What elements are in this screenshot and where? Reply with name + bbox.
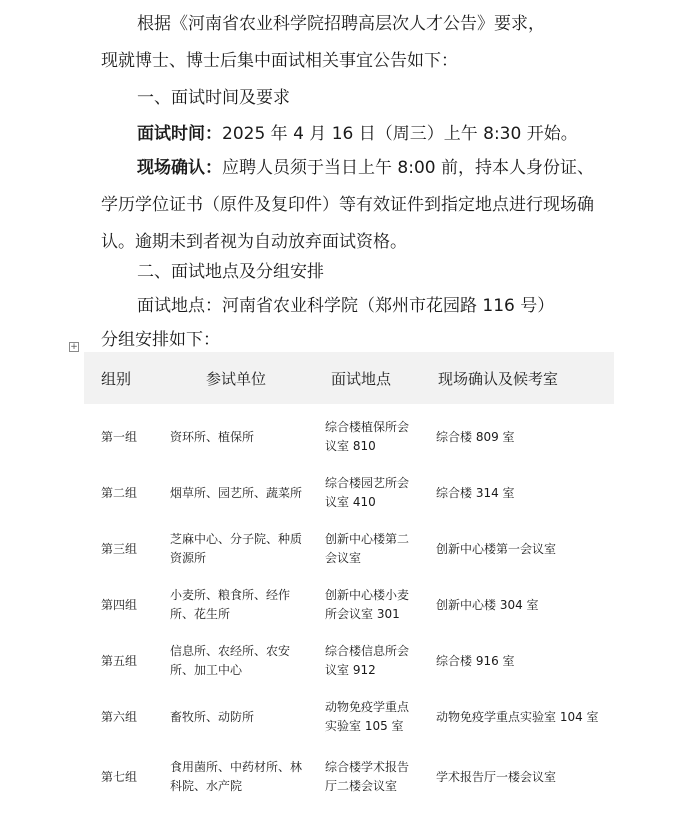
cell-units: 资环所、植保所 bbox=[170, 429, 255, 444]
header-units: 参试单位 bbox=[158, 352, 313, 404]
table-row bbox=[84, 465, 614, 521]
cell-group: 第一组 bbox=[101, 429, 138, 444]
cell-venue: 综合楼园艺所会议室 410 bbox=[325, 476, 410, 509]
section2-heading: 二、面试地点及分组安排 bbox=[137, 262, 324, 282]
cell-waiting-room: 学术报告厅一楼会议室 bbox=[436, 769, 557, 784]
intro-line-1: 根据《河南省农业科学院招聘高层次人才公告》要求， bbox=[137, 14, 545, 34]
cell-venue: 动物免疫学重点实验室 105 室 bbox=[325, 700, 410, 733]
interview-time-label: 面试时间： bbox=[137, 124, 222, 144]
group-arrangement-table bbox=[84, 352, 614, 807]
cell-venue: 综合楼信息所会议室 912 bbox=[325, 644, 410, 677]
onsite-confirm-paragraph bbox=[101, 150, 601, 261]
cell-group: 第五组 bbox=[101, 653, 138, 668]
table-row bbox=[84, 521, 614, 577]
table-row bbox=[84, 404, 614, 465]
cell-units: 畜牧所、动防所 bbox=[170, 709, 255, 724]
cell-waiting-room: 创新中心楼 304 室 bbox=[436, 597, 539, 612]
cell-units: 烟草所、园艺所、蔬菜所 bbox=[170, 485, 303, 500]
onsite-confirm-text: 应聘人员须于当日上午 8:00 前，持本人身份证、学历学位证书（原件及复印件）等有效证件到指定地点进行现场确认。逾期未到者视为自动放弃面试资格。 bbox=[101, 158, 594, 252]
cell-waiting-room: 综合楼 916 室 bbox=[436, 653, 515, 668]
header-venue: 面试地点 bbox=[313, 352, 424, 404]
section1-heading: 一、面试时间及要求 bbox=[137, 88, 290, 108]
cell-group: 第六组 bbox=[101, 709, 138, 724]
table-row bbox=[84, 577, 614, 633]
cell-waiting-room: 动物免疫学重点实验室 104 室 bbox=[436, 709, 599, 724]
onsite-confirm-label: 现场确认： bbox=[137, 158, 222, 178]
interview-time-text: 2025 年 4 月 16 日（周三）上午 8:30 开始。 bbox=[222, 124, 578, 144]
cell-group: 第三组 bbox=[101, 541, 138, 556]
group-arrangement-intro: 分组安排如下： bbox=[101, 330, 220, 350]
cell-waiting-room: 创新中心楼第一会议室 bbox=[436, 541, 557, 556]
cell-waiting-room: 综合楼 314 室 bbox=[436, 485, 515, 500]
table-row bbox=[84, 633, 614, 689]
interview-time-paragraph bbox=[101, 116, 601, 153]
cell-group: 第七组 bbox=[101, 769, 138, 784]
cell-venue: 综合楼植保所会议室 810 bbox=[325, 420, 410, 453]
cell-waiting-room: 综合楼 809 室 bbox=[436, 429, 515, 444]
header-group: 组别 bbox=[84, 352, 158, 404]
cell-venue: 创新中心楼小麦所会议室 301 bbox=[325, 588, 410, 621]
cell-group: 第四组 bbox=[101, 597, 138, 612]
table-move-handle-icon[interactable]: + bbox=[70, 342, 78, 352]
cell-units: 芝麻中心、分子院、种质资源所 bbox=[170, 532, 303, 565]
intro-line-2: 现就博士、博士后集中面试相关事宜公告如下： bbox=[101, 51, 458, 71]
cell-units: 小麦所、粮食所、经作所、花生所 bbox=[170, 588, 291, 621]
table-row bbox=[84, 689, 614, 745]
table-row bbox=[84, 745, 614, 807]
table-header-row bbox=[84, 352, 614, 404]
cell-venue: 创新中心楼第二会议室 bbox=[325, 532, 410, 565]
cell-units: 食用菌所、中药材所、林科院、水产院 bbox=[170, 760, 303, 793]
cell-group: 第二组 bbox=[101, 485, 138, 500]
header-waiting-room: 现场确认及候考室 bbox=[424, 352, 614, 404]
cell-units: 信息所、农经所、农安所、加工中心 bbox=[170, 644, 291, 677]
cell-venue: 综合楼学术报告厅二楼会议室 bbox=[325, 760, 410, 793]
interview-location-paragraph: 面试地点：河南省农业科学院（郑州市花园路 116 号） bbox=[137, 296, 555, 316]
